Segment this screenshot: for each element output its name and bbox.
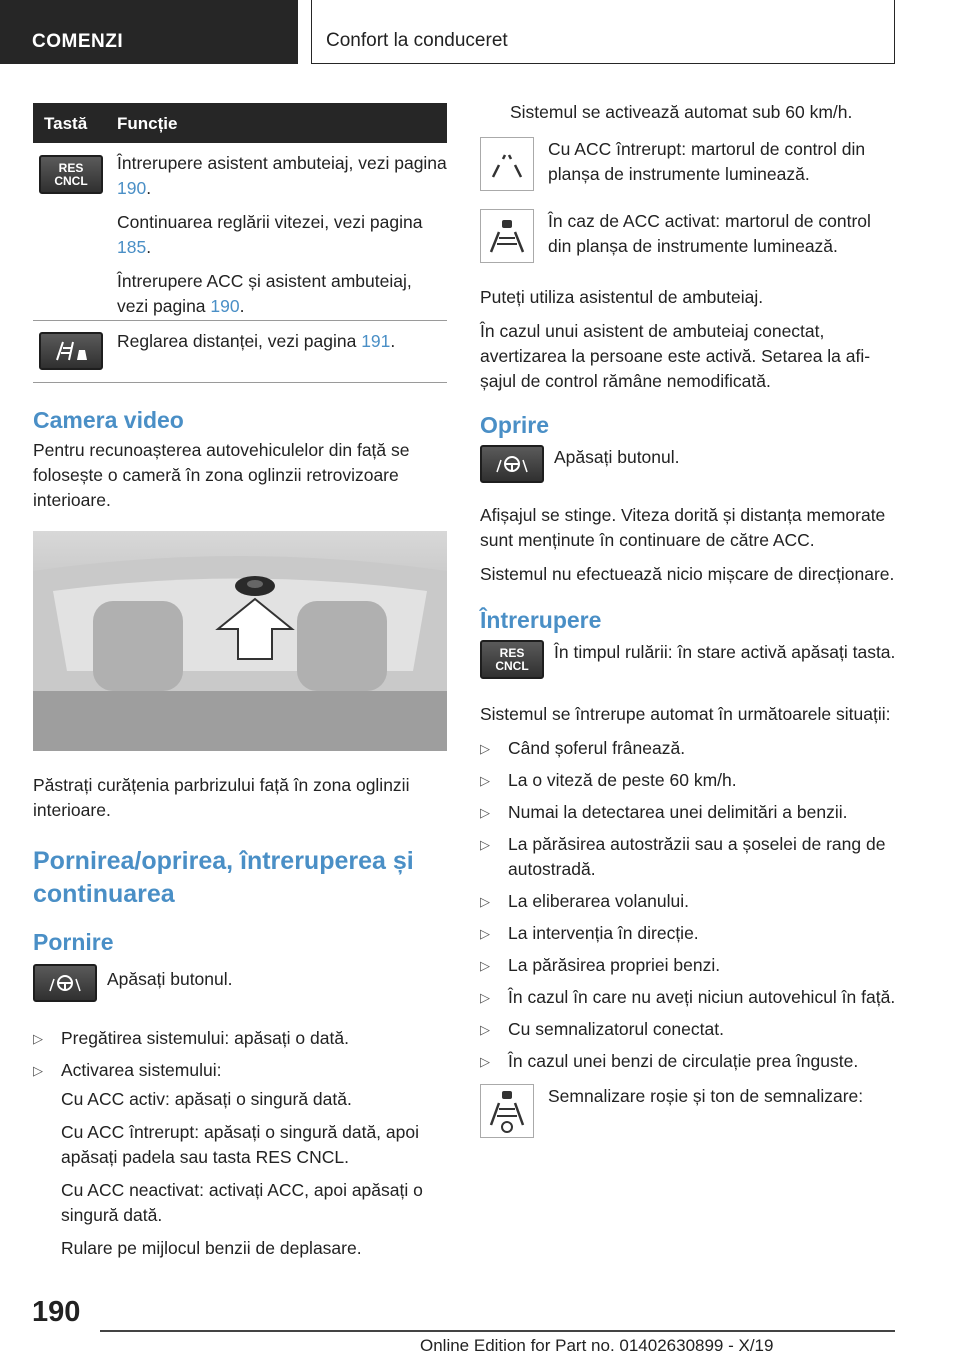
col-function-header: Funcție [117,114,178,133]
section-tab: COMENZI [0,0,298,64]
page-link[interactable]: 185 [117,237,147,257]
warning-text: În cazul unui asistent de ambuteiaj conectat, avertizarea la persoane este activă. Setarea la afișajul de control rămâne nemodificată. [480,321,871,391]
edition-text: Online Edition for Part no. 01402630899 - X/19 [420,1336,774,1355]
auto-activate-text: Sistemul se activează automat sub 60 km/h. [510,102,853,122]
list-item: ▷ Cu semnalizatorul conectat. [480,1017,896,1042]
steering-wheel-icon [33,964,97,1002]
chapter-title: Confort la conduceret [311,0,895,64]
list-item: ▷ La o viteză de peste 60 km/h. [480,768,896,793]
triangle-bullet-icon: ▷ [480,1022,490,1037]
list-item: ▷ În cazul în care nu aveți niciun autovehicul în față. [480,985,896,1010]
list-item: ▷ Numai la detectarea unei delimitări a benzii. [480,800,896,825]
list-item: ▷ În cazul unei benzi de circulație prea înguste. [480,1049,896,1074]
page-header [0,0,960,66]
list-item: ▷ La intervenția în direcție. [480,921,896,946]
red-signal-instruction: Semnalizare roșie și ton de semnalizare: [480,1084,896,1140]
list-item: ▷ Când șoferul frânează. [480,736,896,761]
triangle-bullet-icon: ▷ [33,1031,43,1046]
intrerupere-intro: Sistemul se întrerupe automat în următoarele situații: [480,704,891,724]
page-link[interactable]: 191 [361,331,391,351]
indicator-interrupted: Cu ACC întrerupt: martorul de control din planșa de instrumente luminează. [480,137,896,201]
oprire-p1: Afișajul se stinge. Viteza dorită și distanța memorate sunt menținute în continuare de către ACC. [480,505,886,550]
list-sub-item: Cu ACC întrerupt: apăsați o singură dată, apoi apăsați padela sau tasta RES CNCL. [61,1122,419,1167]
triangle-bullet-icon: ▷ [480,773,490,788]
triangle-bullet-icon: ▷ [480,805,490,820]
lane-indicator-grey-icon [480,137,534,191]
table-header [33,103,447,143]
oprire-instruction: Apăsați butonul. [480,445,896,493]
list-item: ▷ La eliberarea volanului. [480,889,896,914]
steering-wheel-icon [480,445,544,483]
right-column [480,100,896,1140]
res-cncl-key-icon: RES CNCL [480,640,544,679]
footer-divider [100,1330,895,1332]
pornire-list [33,1026,447,1083]
table-cell-function: Reglarea distanței, vezi pagina 191. [117,331,396,351]
indicator-active: În caz de ACC activat: martorul de control din planșa de instrumente luminează. [480,209,896,273]
page-number: 190 [32,1296,81,1328]
camera-note: Păstrați curățenia parbrizului față în zona oglinzii interioare. [33,775,410,820]
list-sub-item: Rulare pe mijlocul benzii de deplasare. [61,1238,362,1258]
lane-warning-red-icon [480,1084,534,1138]
list-item: ▷ La părăsirea autostrăzii sau a șoselei de rang de autostradă. [480,834,886,879]
pornire-instruction: Apăsați butonul. [33,964,447,1012]
triangle-bullet-icon: ▷ [480,958,490,973]
table-row [33,143,447,321]
intrerupere-instruction: RES CNCL În timpul rulării: în stare activă apăsați tasta. [480,640,896,696]
list-item: ▷ Activarea sistemului: [33,1058,447,1083]
camera-intro: Pentru recunoașterea autovehiculelor din față se folosește o cameră în zona oglinzii retrovizoare interioare. [33,440,410,510]
page-link[interactable]: 190 [117,178,147,198]
oprire-p2: Sistemul nu efectuează nicio mișcare de direcționare. [480,564,895,584]
intrerupere-list [480,736,896,1074]
triangle-bullet-icon: ▷ [480,894,490,909]
camera-heading: Camera video [33,407,184,433]
triangle-bullet-icon: ▷ [480,990,490,1005]
table-cell-function: Întrerupere asistent ambuteiaj, vezi pagina 190. Continuarea reglării vitezei, vezi pagina 185. Întrerupere ACC și asistent ambuteiaj, vezi pagina 190. [117,153,447,316]
res-cncl-key-icon: RES CNCL [39,155,103,194]
triangle-bullet-icon: ▷ [480,837,490,852]
function-table [33,103,447,383]
intrerupere-heading: Întrerupere [480,607,602,633]
list-sub-item: Cu ACC neactivat: activați ACC, apoi apăsați o singură dată. [61,1180,423,1225]
col-key-header: Tastă [44,114,88,133]
lane-indicator-green-icon [480,209,534,263]
oprire-heading: Oprire [480,412,550,438]
triangle-bullet-icon: ▷ [480,926,490,941]
main-heading: Pornirea/oprirea, întreruperea și continuarea [33,847,414,908]
list-item: ▷ La părăsirea propriei benzi. [480,953,896,978]
page-link[interactable]: 190 [210,296,240,316]
can-use-text: Puteți utiliza asistentul de ambuteiaj. [480,287,764,307]
distance-key-icon [39,332,103,370]
triangle-bullet-icon: ▷ [480,741,490,756]
pornire-heading: Pornire [33,929,114,955]
triangle-bullet-icon: ▷ [480,1054,490,1069]
left-column [33,103,447,1269]
table-row [33,321,447,383]
triangle-bullet-icon: ▷ [33,1063,43,1078]
list-item: ▷ Pregătirea sistemului: apăsați o dată. [33,1026,447,1051]
list-sub-item: Cu ACC activ: apăsați o singură dată. [61,1089,352,1109]
windshield-camera-photo [33,531,447,751]
